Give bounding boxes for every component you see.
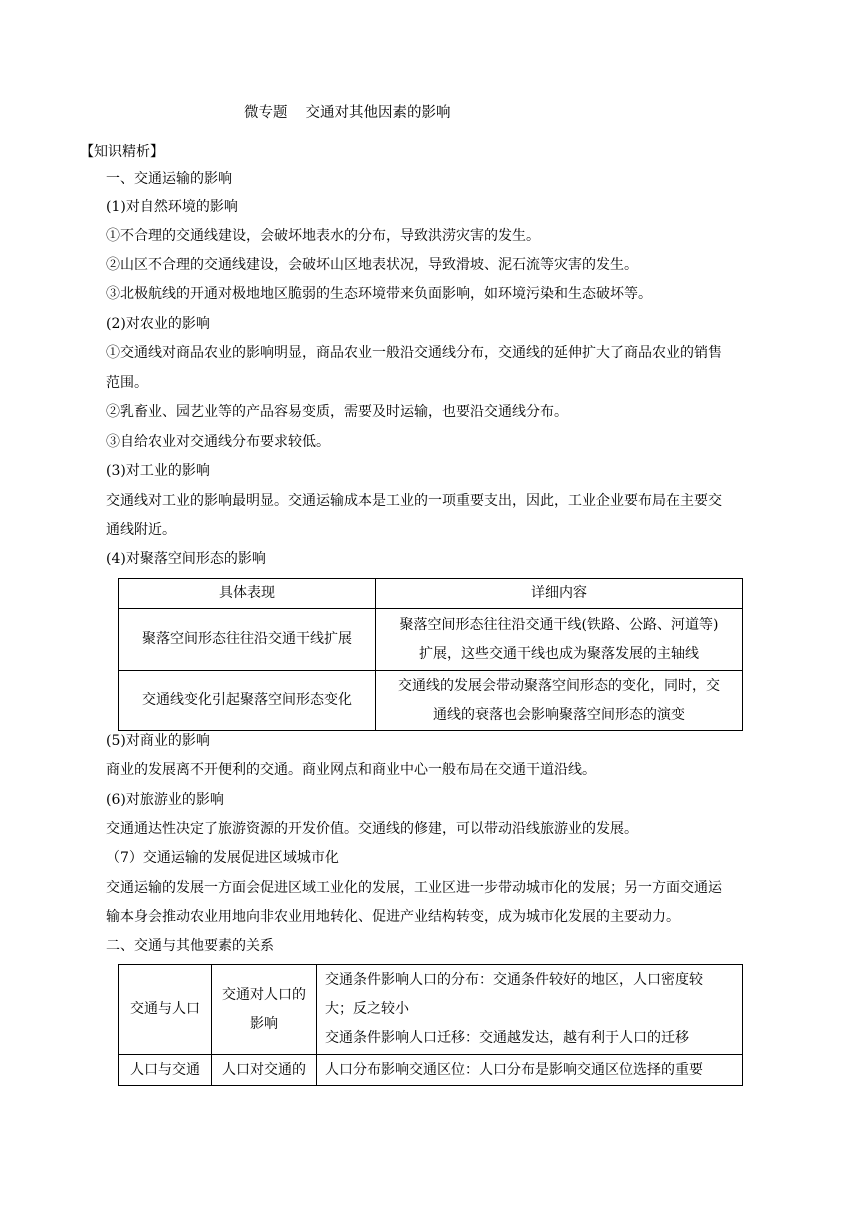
title-main: 交通对其他因素的影响 <box>305 105 451 121</box>
subheading-settlement: (4)对聚落空间形态的影响 <box>106 551 266 567</box>
paragraph-cont: 通线附近。 <box>106 522 176 538</box>
paragraph: ②山区不合理的交通线建设，会破坏山区地表状况，导致滑坡、泥石流等灾害的发生。 <box>106 257 638 273</box>
paragraph: 交通通达性决定了旅游资源的开发价值。交通线的修建，可以带动沿线旅游业的发展。 <box>106 821 638 837</box>
paragraph-cont: 输本身会推动农业用地向非农业用地转化、促进产业结构转变，成为城市化发展的主要动力。 <box>106 909 680 925</box>
paragraph: 商业的发展离不开便利的交通。商业网点和商业中心一般布局在交通干道沿线。 <box>106 762 596 778</box>
subheading-commerce: (5)对商业的影响 <box>106 733 210 749</box>
table-cell: 人口分布影响交通区位：人口分布是影响交通区位选择的重要 <box>317 1055 743 1086</box>
settlement-table <box>118 578 743 731</box>
table-cell: 人口与交通 <box>119 1055 212 1086</box>
subheading-natural-environment: (1)对自然环境的影响 <box>106 199 238 215</box>
paragraph: ①不合理的交通线建设，会破坏地表水的分布，导致洪涝灾害的发生。 <box>106 228 540 244</box>
paragraph: ③自给农业对交通线分布要求较低。 <box>106 434 330 450</box>
heading-transport-impact: 一、交通运输的影响 <box>106 171 232 187</box>
table-header: 详细内容 <box>376 579 743 609</box>
table-cell: 交通对人口的 影响 <box>212 965 317 1055</box>
subheading-urbanization: （7）交通运输的发展促进区域城市化 <box>106 850 339 866</box>
paragraph: ②乳畜业、园艺业等的产品容易变质，需要及时运输，也要沿交通线分布。 <box>106 404 568 420</box>
subheading-agriculture: (2)对农业的影响 <box>106 316 210 332</box>
paragraph: ③北极航线的开通对极地地区脆弱的生态环境带来负面影响，如环境污染和生态破坏等。 <box>106 286 652 302</box>
paragraph-cont: 范围。 <box>106 375 148 391</box>
table-cell: 聚落空间形态往往沿交通干线(铁路、公路、河道等) 扩展，这些交通干线也成为聚落发展的主轴线 <box>376 609 743 671</box>
title-prefix: 微专题 <box>244 105 288 121</box>
subheading-industry: (3)对工业的影响 <box>106 463 210 479</box>
table-cell: 聚落空间形态往往沿交通干线扩展 <box>119 609 376 671</box>
page-title <box>244 106 451 121</box>
heading-relations: 二、交通与其他要素的关系 <box>106 938 274 954</box>
table-header: 具体表现 <box>119 579 376 609</box>
section-label: 【知识精析】 <box>80 144 164 160</box>
table-cell: 交通线变化引起聚落空间形态变化 <box>119 671 376 731</box>
subheading-tourism: (6)对旅游业的影响 <box>106 792 224 808</box>
relations-table <box>118 964 743 1086</box>
paragraph: 交通线对工业的影响最明显。交通运输成本是工业的一项重要支出，因此，工业企业要布局在主要交 <box>106 493 722 509</box>
paragraph: 交通运输的发展一方面会促进区域工业化的发展，工业区进一步带动城市化的发展；另一方面交通运 <box>106 880 722 896</box>
table-cell: 交通条件影响人口的分布：交通条件较好的地区，人口密度较 大；反之较小 交通条件影响人口迁移：交通越发达，越有利于人口的迁移 <box>317 965 743 1055</box>
table-cell: 交通与人口 <box>119 965 212 1055</box>
table-cell: 交通线的发展会带动聚落空间形态的变化，同时，交 通线的衰落也会影响聚落空间形态的演变 <box>376 671 743 731</box>
paragraph: ①交通线对商品农业的影响明显，商品农业一般沿交通线分布，交通线的延伸扩大了商品农业的销售 <box>106 345 722 361</box>
table-cell: 人口对交通的 <box>212 1055 317 1086</box>
